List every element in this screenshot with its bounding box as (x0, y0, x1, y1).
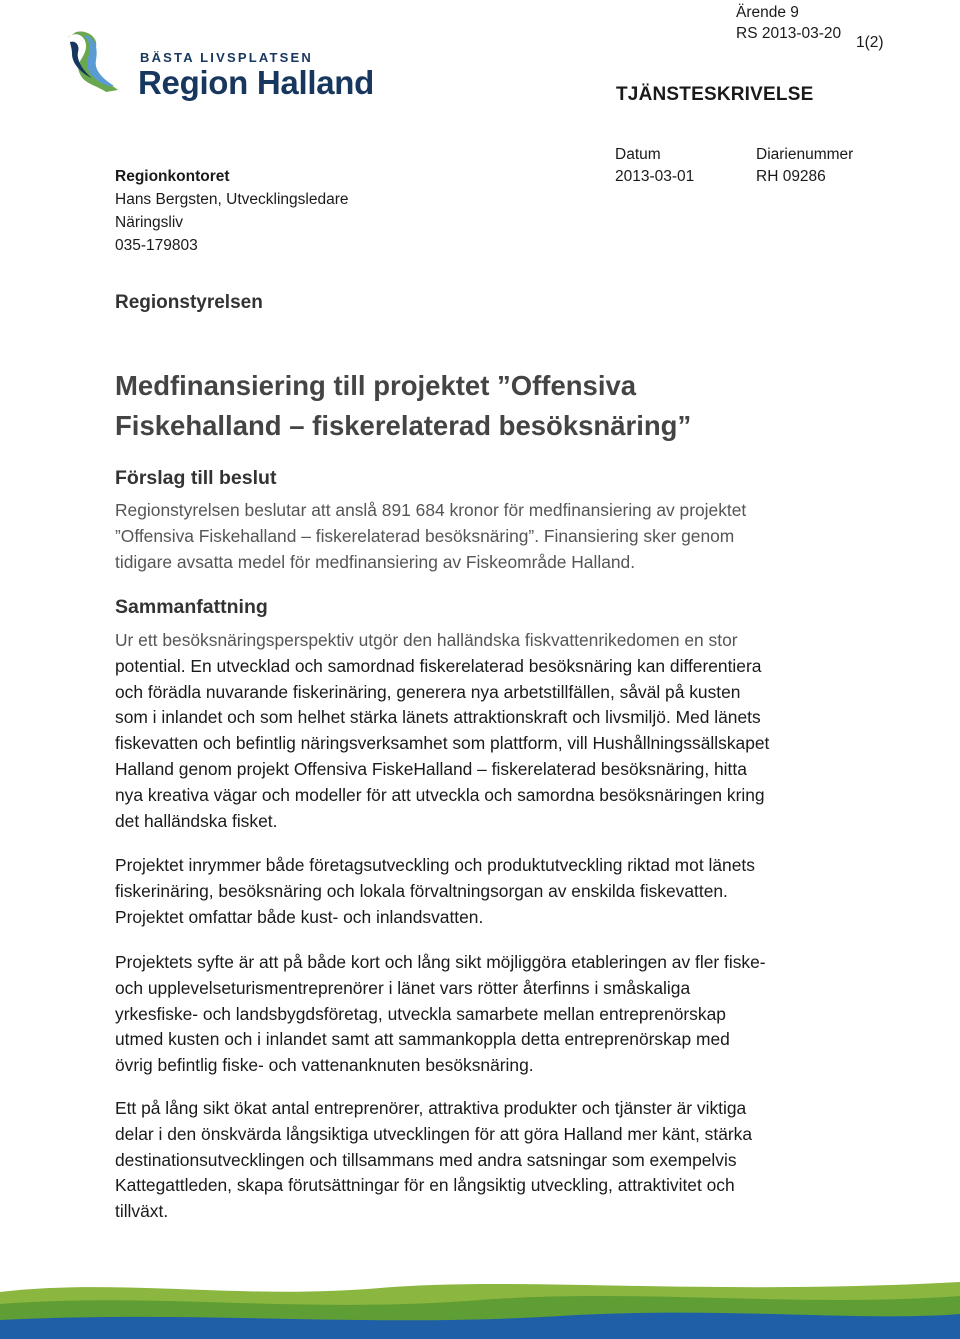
case-ref: RS 2013-03-20 (736, 25, 842, 42)
summary-paragraph-1 (115, 628, 769, 834)
text-line: Ett på lång sikt ökat antal entreprenörer, attraktiva produkter och tjänster är viktiga (115, 1098, 747, 1118)
logo-tagline: BÄSTA LIVSPLATSEN (140, 50, 313, 65)
text-line: och förädla nuvarande fiskerinäring, generera nya arbetstillfällen, såväl på kusten (115, 681, 741, 702)
sender-office: Regionkontoret (115, 168, 230, 185)
summary-paragraph-3 (115, 950, 766, 1079)
diary-label: Diarienummer (756, 146, 854, 163)
sender-name: Hans Bergsten, Utvecklingsledare (115, 191, 349, 208)
text-line: Projektet inrymmer både företagsutveckling och produktutveckling riktad mot länets (115, 855, 755, 875)
diary-value: RH 09286 (756, 168, 826, 185)
text-line: Ur ett besöksnäringsperspektiv utgör den halländska fiskvattenrikedomen en stor (115, 630, 738, 650)
date-label: Datum (615, 146, 661, 163)
title-line: Fiskehalland – fiskerelaterad besöksnäring” (115, 410, 692, 441)
proposal-text (115, 498, 746, 575)
text-line: potential. En utvecklad och samordnad fiskerelaterad besöksnäring kan differentiera (115, 655, 762, 676)
text-line: Regionstyrelsen beslutar att anslå 891 684 kronor för medfinansiering av projektet (115, 500, 747, 520)
text-line: fiskevatten och befintlig näringsverksamhet som plattform, vill Hushållningssällskapet (115, 733, 770, 754)
document-title (115, 366, 691, 446)
date-value: 2013-03-01 (615, 168, 695, 185)
text-line: ”Offensiva Fiskehalland – fiskerelaterad besöksnäring”. Finansiering sker genom (115, 525, 735, 546)
text-line: Projektet omfattar både kust- och inlandsvatten. (115, 906, 484, 927)
text-line: delar i den önskvärda långsiktiga utvecklingen för att göra Halland mer känt, stärka (115, 1123, 753, 1144)
document-type: TJÄNSTESKRIVELSE (616, 84, 814, 105)
summary-heading: Sammanfattning (115, 596, 268, 618)
text-line: yrkesfiske- och landsbygdsföretag, utveckla samarbete mellan entreprenörskap (115, 1003, 726, 1024)
title-line: Medfinansiering till projektet ”Offensiva (115, 370, 637, 401)
summary-paragraph-4 (115, 1096, 752, 1225)
footer-landscape-band (0, 1270, 960, 1339)
page-number: 1(2) (856, 34, 884, 51)
sender-phone: 035-179803 (115, 237, 198, 254)
text-line: nya kreativa vägar och modeller för att utveckla och samordna besöksnäringen kring (115, 784, 765, 805)
proposal-heading: Förslag till beslut (115, 467, 277, 489)
logo-name: Region Halland (138, 64, 374, 101)
text-line: Kattegattleden, skapa förutsättningar för en långsiktig utveckling, attraktivitet och (115, 1175, 735, 1196)
text-line: Halland genom projekt Offensiva FiskeHalland – fiskerelaterad besöksnäring, hitta (115, 758, 747, 779)
text-line: Projektets syfte är att på både kort och lång sikt möjliggöra etableringen av fler fiske- (115, 952, 766, 972)
text-line: tidigare avsatta medel för medfinansiering av Fiskeområde Halland. (115, 551, 636, 572)
text-line: fiskerinäring, besöksnäring och lokala förvaltningsorgan av enskilda fiskevatten. (115, 880, 728, 901)
case-number: Ärende 9 (736, 4, 799, 21)
sender-unit: Näringsliv (115, 214, 184, 231)
text-line: som i inlandet och som helhet stärka länets attraktionskraft och livsmiljö. Med länets (115, 707, 761, 728)
recipient: Regionstyrelsen (115, 292, 263, 313)
text-line: destinationsutvecklingen och tillsammans med andra satsningar som exempelvis (115, 1149, 737, 1170)
text-line: det halländska fisket. (115, 810, 278, 831)
case-block (736, 2, 841, 44)
text-line: övrig befintlig fiske- och vattenanknuten besöksnäring. (115, 1055, 534, 1076)
text-line: utmed kusten och i inlandet samt att sammankoppla detta entreprenörskap med (115, 1029, 730, 1050)
summary-paragraph-2 (115, 853, 755, 930)
text-line: tillväxt. (115, 1201, 169, 1222)
text-line: och upplevelseturismentreprenörer i länet vars rötter återfinns i småskaliga (115, 977, 691, 998)
